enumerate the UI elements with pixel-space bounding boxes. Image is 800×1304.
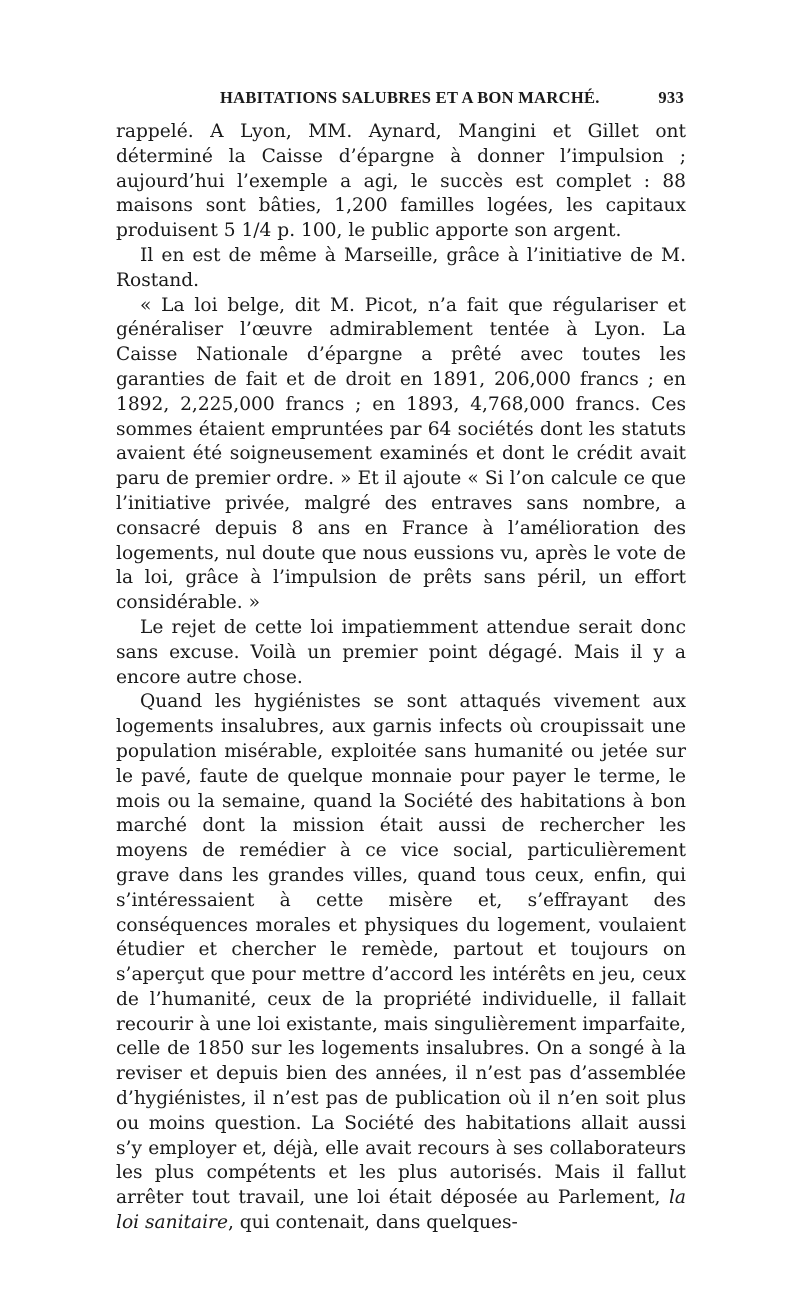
running-head xyxy=(116,86,686,116)
paragraph-rejet: Le rejet de cette loi impatiemment attendue serait donc sans excuse. Voilà un premier point dégagé. Mais il y a encore autre chose. xyxy=(116,616,686,688)
italic-loi-sanitaire: la loi sanitaire xyxy=(116,1187,686,1234)
paragraph-hygienistes-text: Quand les hygiénistes se sont attaqués vivement aux logements insalubres, aux garnis infects où croupissait une population misérable, exploitée sans humanité ou jetée sur le pavé, faute de quelque monnaie pour payer le terme, le mois ou la semaine, quand la Société des habitations à bon marché dont la mission était aussi de rechercher les moyens de remédier à ce vice social, particulièrement grave dans les grandes villes, quand tous ceux, enfin, qui s’intéressaient à cette misère et, s’effrayant des conséquences morales et physiques du logement, voulaient étudier et chercher le remède, partout et toujours on s’aperçut que pour mettre d’accord les intérêts en jeu, ceux de l’humanité, ceux de la propriété individuelle, il fallait recourir à une loi existante, mais singulièrement imparfaite, celle de 1850 sur les logements insalubres. On a songé à la reviser et depuis bien des années, il n’est pas d’assemblée d’hygiénistes, il n’est pas de publication où il n’en soit plus ou moins question. La Société des habitations allait aussi s’y employer et, déjà, elle avait recours à ses collaborateurs les plus compétents et les plus autorisés. Mais il fallut arrêter tout travail, une loi était déposée au Parlement, xyxy=(116,691,686,1209)
paragraph-hygienistes xyxy=(116,690,686,1236)
paragraph-continuation: rappelé. A Lyon, MM. Aynard, Mangini et Gillet ont déterminé la Caisse d’épargne à donner l’impulsion ; aujourd’hui l’exemple a agi, le succès est complet : 88 maisons sont bâties, 1,200 familles logées, les capitaux produisent 5 1/4 p. 100, le public apporte son argent. xyxy=(116,121,686,242)
paragraph-picot-quote: « La loi belge, dit M. Picot, n’a fait que régulariser et généraliser l’œuvre admirablement tentée à Lyon. La Caisse Nationale d’épargne a prêté avec toutes les garanties de fait et de droit en 1891, 206,000 francs ; en 1892, 2,225,000 francs ; en 1893, 4,768,000 francs. Ces sommes étaient empruntées par 64 sociétés dont les statuts avaient été soigneusement examinés et dont le crédit avait paru de premier ordre. » Et il ajoute « Si l’on calcule ce que l’initiative privée, malgré des entraves sans nombre, a consacré depuis 8 ans en France à l’amélioration des logements, nul doute que nous eussions vu, après le vote de la loi, grâce à l’impulsion de prêts sans péril, un effort considérable. » xyxy=(116,294,686,614)
book-page xyxy=(116,86,686,1236)
paragraph-marseille: Il en est de même à Marseille, grâce à l’initiative de M. Rostand. xyxy=(116,244,686,291)
body-text xyxy=(116,120,686,1236)
page-number: 933 xyxy=(658,88,684,107)
running-title: HABITATIONS SALUBRES ET A BON MARCHÉ. xyxy=(220,88,600,107)
paragraph-hygienistes-tail: , qui contenait, dans quelques- xyxy=(227,1212,518,1234)
